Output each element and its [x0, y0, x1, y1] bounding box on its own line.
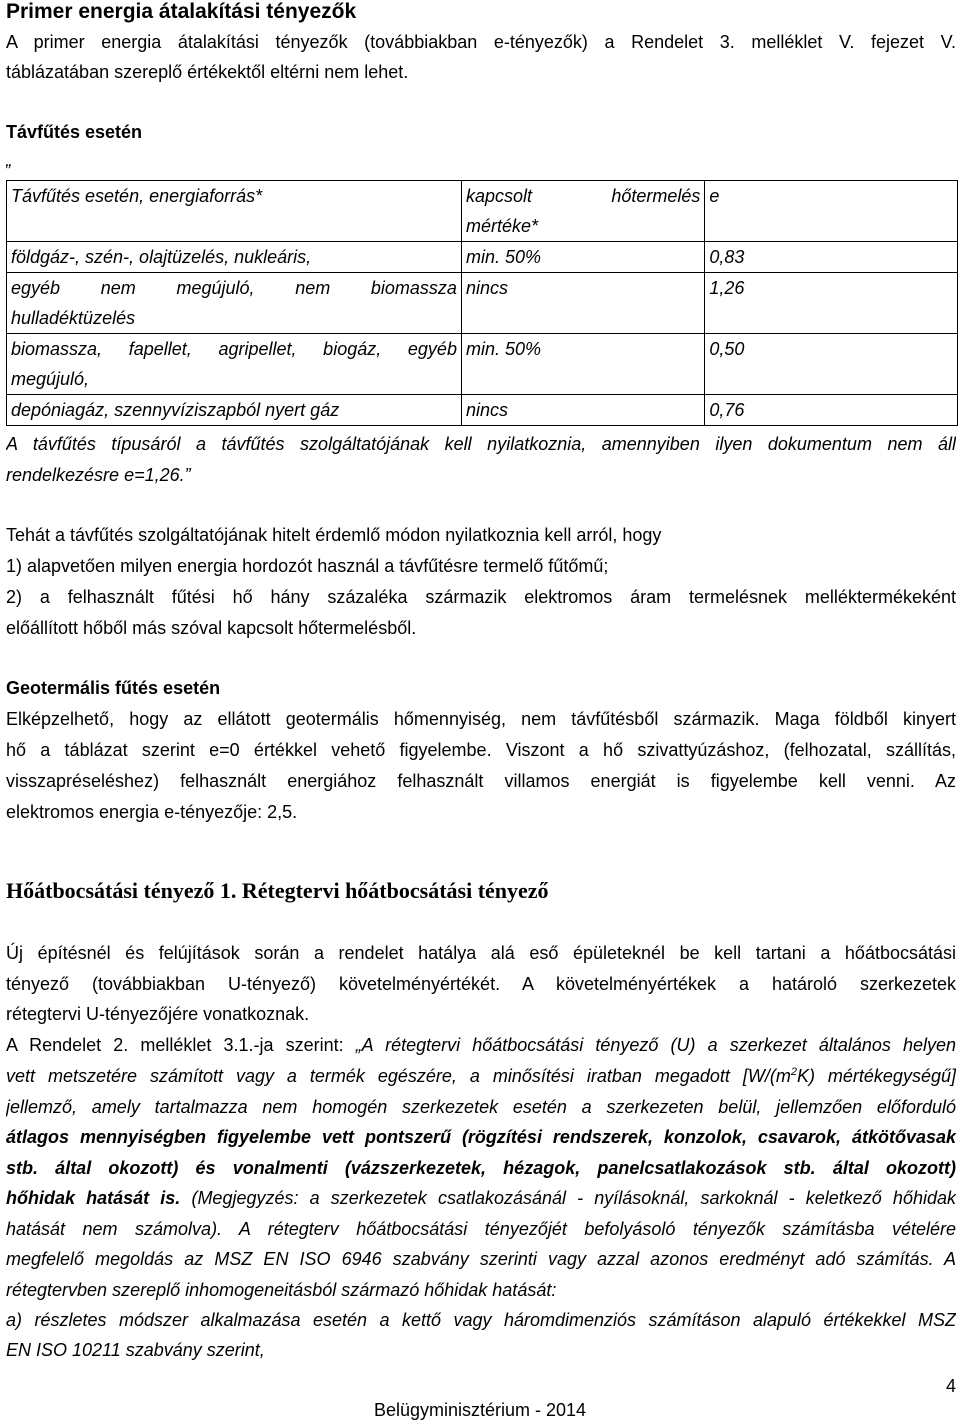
- table-row: [7, 395, 958, 426]
- cell-share: min. 50%: [461, 242, 704, 273]
- cell-source: [7, 395, 462, 426]
- geothermal-line-2: hő a táblázat szerint e=0 értékkel vehető figyelembe. Viszont a hő szivattyúzáshoz, (felhozatal, szállítás,: [6, 740, 956, 760]
- p2-line-3: jellemző, amely tartalmazza nem homogén szerkezetek esetén a szerkezeten belül, jellemzően előforduló: [6, 1097, 956, 1117]
- source-line-1: egyéb nem megújuló, nem biomassza: [11, 278, 457, 298]
- cell-e: 1,26: [705, 273, 958, 334]
- cell-e: 0,83: [705, 242, 958, 273]
- cell-e: 0,76: [705, 395, 958, 426]
- supplier-line-3: 2) a felhasznált fűtési hő hány százaléka származik elektromos áram termelésnek melléktermékeként: [6, 587, 956, 607]
- p2-line-8: megfelelő megoldás az MSZ EN ISO 6946 szabvány szerinti vagy azzal azonos eredményt adó számítás. A: [6, 1249, 956, 1269]
- p2-line-6-bold: hőhidak hatását is.: [6, 1188, 181, 1208]
- p2-line-6: [6, 1183, 956, 1213]
- p2-line-6-rest: (Megjegyzés: a szerkezetek csatlakozásánál - nyílásoknál, sarkoknál - keletkező hőhidak: [180, 1188, 956, 1208]
- geothermal-line-1: Elképzelhető, hogy az ellátott geotermális hőmennyiség, nem távfűtésből származik. Maga földből kinyert: [6, 709, 956, 729]
- p2-line-10: a) részletes módszer alkalmazása esetén a kettő vagy háromdimenziós számításon alapuló értékekkel MSZ: [6, 1310, 956, 1330]
- p2-line-5: stb. által okozott) és vonalmenti (vázszerkezetek, hézagok, panelcsatlakozások stb. által okozott): [6, 1158, 956, 1178]
- cell-source: [7, 242, 462, 273]
- cell-share: min. 50%: [461, 334, 704, 395]
- p1-line-1: Új építésnél és felújítások során a rendelet hatálya alá eső épületeknél be kell tartani a hőátbocsátási: [6, 943, 956, 963]
- cell-share: nincs: [461, 273, 704, 334]
- section-title-primary-energy: Primer energia átalakítási tényezők: [6, 0, 357, 23]
- p2-line-2-b: K) mértékegységű]: [796, 1066, 956, 1086]
- cell-share: nincs: [461, 395, 704, 426]
- p2-line-11: EN ISO 10211 szabvány szerint,: [6, 1340, 265, 1360]
- p2-line-4: átlagos mennyiségben figyelembe vett pontszerű (rögzítési rendszerek, konzolok, csavarok, átkötővasak: [6, 1127, 956, 1147]
- supplier-line-2: 1) alapvetően milyen energia hordozót használ a távfűtésre termelő fűtőmű;: [6, 556, 609, 576]
- table-note-line-1: A távfűtés típusáról a távfűtés szolgáltatójának kell nyilatkoznia, amennyiben ilyen dokumentum nem áll: [6, 434, 956, 454]
- p2-lead: A Rendelet 2. melléklet 3.1.-ja szerint:: [6, 1035, 356, 1055]
- cell-e: 0,50: [705, 334, 958, 395]
- table-row: [7, 242, 958, 273]
- superscript-2: 2: [790, 1066, 797, 1078]
- open-quote: „: [6, 150, 12, 170]
- table-row: [7, 334, 958, 395]
- source-line-2: hulladéktüzelés: [11, 308, 136, 328]
- p2-line-1: [6, 1030, 956, 1060]
- district-heating-heading: Távfűtés esetén: [6, 122, 143, 142]
- source-line-2: megújuló,: [11, 369, 90, 389]
- p1-line-3: rétegtervi U-tényezőjére vonatkoznak.: [6, 1004, 310, 1024]
- header-energy-source: Távfűtés esetén, energiaforrás*: [7, 181, 462, 242]
- p1-line-2: tényező (továbbiakban U-tényező) követelményértékét. A követelményértékek a határoló szerkezetek: [6, 974, 956, 994]
- table-header-row: [7, 181, 958, 242]
- page-number: 4: [945, 1376, 956, 1396]
- header-e: e: [705, 181, 958, 242]
- footer-text: Belügyminisztérium - 2014: [373, 1400, 587, 1420]
- section-title-heat-transfer: Hőátbocsátási tényező 1. Rétegtervi hőátbocsátási tényező: [6, 878, 549, 903]
- source-line-1: depóniagáz, szennyvíziszapból nyert gáz: [11, 400, 340, 420]
- source-line-1: földgáz-, szén-, olajtüzelés, nukleáris,: [11, 247, 312, 267]
- geothermal-line-4: elektromos energia e-tényezője: 2,5.: [6, 802, 298, 822]
- header-merteke: mértéke*: [465, 216, 538, 236]
- supplier-line-1: Tehát a távfűtés szolgáltatójának hitelt érdemlő módon nyilatkoznia kell arról, hogy: [6, 525, 662, 545]
- p2-line-2-a: vett metszetére számított vagy a termék egészére, a minősítési iratban megadott [W/(m: [6, 1066, 791, 1086]
- p2-line-7: hatását nem számolva). A rétegterv hőátbocsátási tényezőjét befolyásoló tényezők számításba vételére: [6, 1219, 956, 1239]
- supplier-line-4: előállított hőből más szóval kapcsolt hőtermelésből.: [6, 618, 417, 638]
- table-note-line-2: rendelkezésre e=1,26.”: [6, 465, 191, 485]
- intro-line-1: A primer energia átalakítási tényezők (továbbiakban e-tényezők) a Rendelet 3. melléklet V. fejezet V.: [6, 32, 956, 52]
- p2-line-9: rétegtervben szereplő inhomogeneitásból származó hőhidak hatását:: [6, 1280, 557, 1300]
- p2-quote-start: „A rétegtervi hőátbocsátási tényező (U) a szerkezet általános helyen: [355, 1035, 956, 1055]
- geothermal-line-3: visszapréseléshez) felhasznált energiához felhasznált villamos energiát is figyelembe kell venni. Az: [6, 771, 956, 791]
- header-kapcsolt: kapcsolt: [465, 186, 532, 206]
- header-cogeneration: [461, 181, 704, 242]
- table-row: [7, 273, 958, 334]
- header-hotermeles: hőtermelés: [611, 186, 701, 206]
- district-heating-table: [6, 180, 958, 426]
- cell-source: [7, 334, 462, 395]
- intro-line-2: táblázatában szereplő értékektől eltérni nem lehet.: [6, 62, 409, 82]
- cell-source: [7, 273, 462, 334]
- source-line-1: biomassza, fapellet, agripellet, biogáz, egyéb: [11, 339, 457, 359]
- geothermal-heading: Geotermális fűtés esetén: [6, 678, 221, 698]
- p2-line-2: [6, 1061, 956, 1091]
